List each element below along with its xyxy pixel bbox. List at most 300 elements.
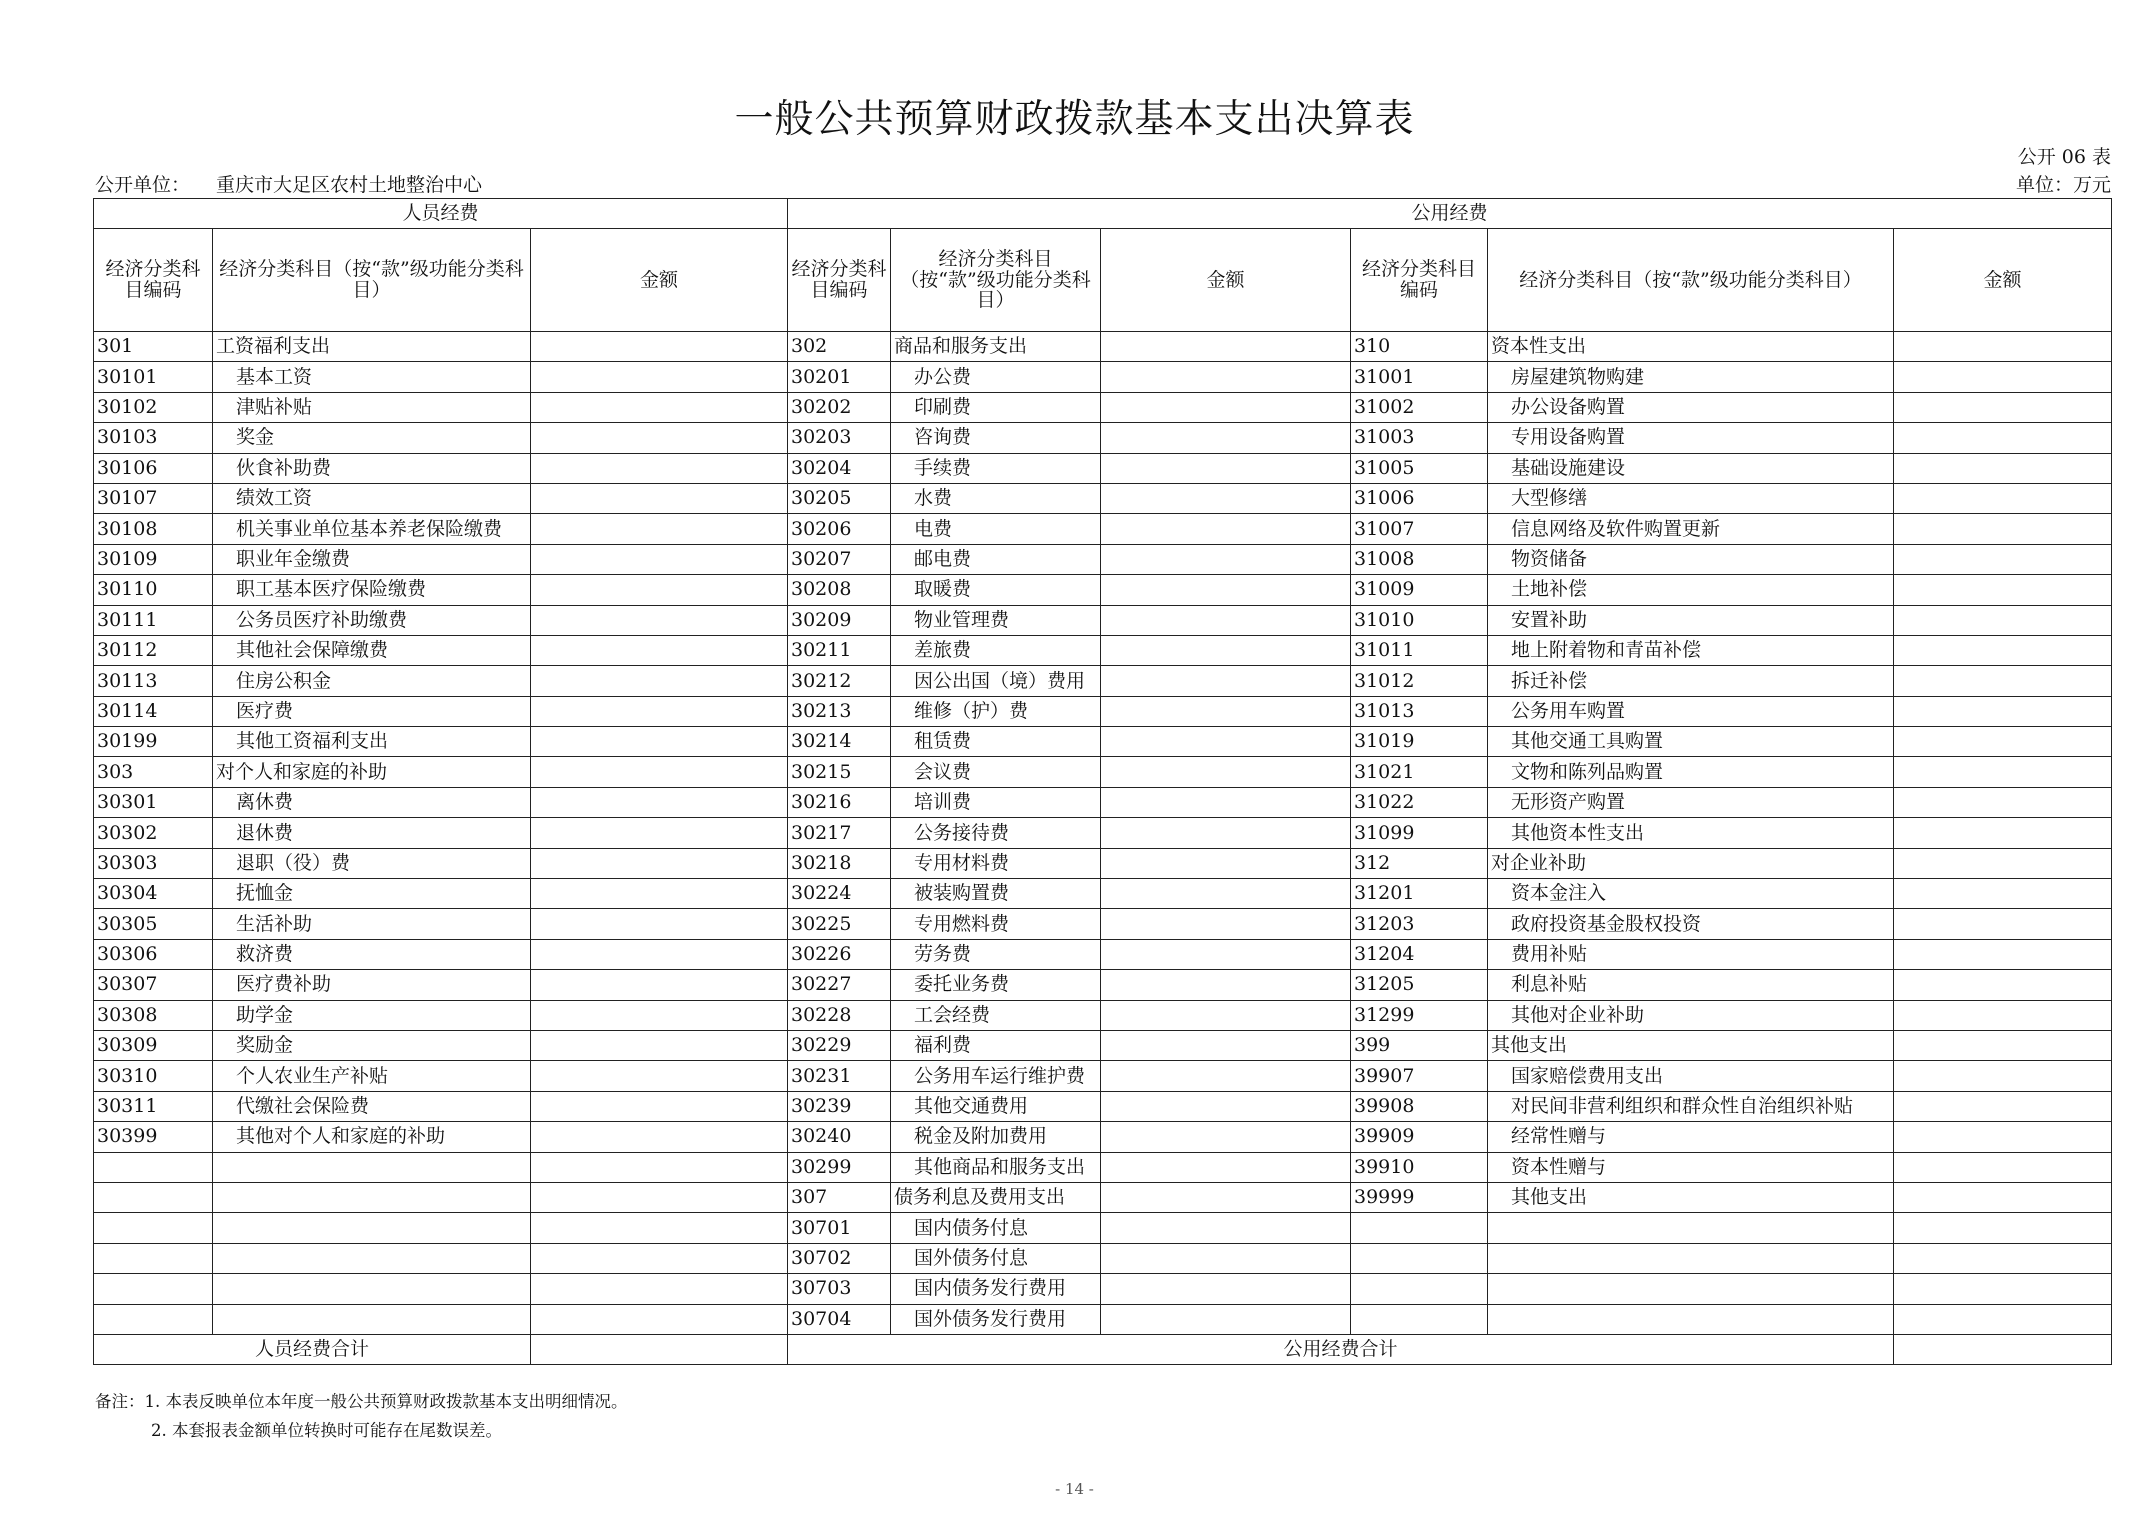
table-row <box>94 575 2112 605</box>
expenditure-table <box>93 198 2112 1365</box>
item-code: 30215 <box>788 757 891 787</box>
item-code: 31099 <box>1351 818 1488 848</box>
item-code: 30399 <box>94 1122 213 1152</box>
item-name-text: 土地补偿 <box>1511 578 1588 601</box>
item-name-text: 个人农业生产补贴 <box>236 1064 389 1087</box>
item-amount <box>1101 1243 1351 1273</box>
item-name-text: 基本工资 <box>236 365 313 388</box>
table-number: 公开 06 表 <box>2017 146 2111 168</box>
item-name-text: 津贴补贴 <box>236 396 313 419</box>
item-name-text: 无形资产购置 <box>1511 791 1626 814</box>
item-name <box>213 1213 531 1243</box>
item-code: 30201 <box>788 362 891 392</box>
item-name-text: 商品和服务支出 <box>894 335 1028 358</box>
item-code: 30111 <box>94 605 213 635</box>
item-amount <box>1101 727 1351 757</box>
item-name <box>891 1000 1101 1030</box>
item-name-text: 劳务费 <box>914 943 972 966</box>
item-amount <box>1894 757 2112 787</box>
item-name <box>1488 1274 1894 1304</box>
item-name <box>1488 757 1894 787</box>
item-name-text: 医疗费补助 <box>236 973 332 996</box>
item-amount <box>1101 1304 1351 1334</box>
item-name-text: 工资福利支出 <box>216 335 331 358</box>
item-code: 30225 <box>788 909 891 939</box>
item-amount <box>1894 1091 2112 1121</box>
item-name-text: 其他资本性支出 <box>1511 821 1645 844</box>
item-amount <box>531 696 788 726</box>
item-name-text: 绩效工资 <box>236 487 313 510</box>
item-amount <box>531 1000 788 1030</box>
item-amount <box>1101 423 1351 453</box>
item-name-text: 救济费 <box>236 943 294 966</box>
item-amount <box>531 1182 788 1212</box>
item-name-text: 退休费 <box>236 821 294 844</box>
table-row <box>94 1030 2112 1060</box>
item-code: 39999 <box>1351 1182 1488 1212</box>
item-amount <box>1894 1213 2112 1243</box>
item-name <box>213 1243 531 1273</box>
item-code: 31002 <box>1351 392 1488 422</box>
item-amount <box>531 332 788 362</box>
item-amount <box>1101 696 1351 726</box>
item-amount <box>1894 453 2112 483</box>
item-name <box>1488 848 1894 878</box>
item-amount <box>1101 1061 1351 1091</box>
item-name <box>891 605 1101 635</box>
table-row <box>94 332 2112 362</box>
item-code: 30208 <box>788 575 891 605</box>
item-name-text: 咨询费 <box>914 426 972 449</box>
item-code: 30108 <box>94 514 213 544</box>
item-code: 31010 <box>1351 605 1488 635</box>
item-amount <box>531 1274 788 1304</box>
item-code: 30226 <box>788 939 891 969</box>
item-name-text: 对民间非营利组织和群众性自治组织补贴 <box>1511 1095 1854 1118</box>
item-name-text: 其他支出 <box>1511 1186 1588 1209</box>
item-code: 31005 <box>1351 453 1488 483</box>
item-name <box>891 1213 1101 1243</box>
item-amount <box>1894 1152 2112 1182</box>
item-name-text: 邮电费 <box>914 547 972 570</box>
item-name-text: 退职（役）费 <box>236 851 351 874</box>
item-amount <box>1894 332 2112 362</box>
item-code: 312 <box>1351 848 1488 878</box>
item-name <box>1488 1182 1894 1212</box>
item-name-text: 文物和陈列品购置 <box>1511 760 1664 783</box>
item-code: 30205 <box>788 483 891 513</box>
item-amount <box>1894 1274 2112 1304</box>
group-personnel: 人员经费 <box>94 199 788 229</box>
item-name-text: 机关事业单位基本养老保险缴费 <box>236 517 503 540</box>
item-name <box>1488 666 1894 696</box>
item-code: 30701 <box>788 1213 891 1243</box>
item-code: 302 <box>788 332 891 362</box>
item-name-text: 伙食补助费 <box>236 456 332 479</box>
item-name <box>1488 635 1894 665</box>
item-name-text: 工会经费 <box>914 1003 991 1026</box>
table-row <box>94 1061 2112 1091</box>
item-amount <box>531 544 788 574</box>
item-amount <box>531 1213 788 1243</box>
item-code: 30218 <box>788 848 891 878</box>
item-name-text: 资本金注入 <box>1511 882 1607 905</box>
item-name-text: 对企业补助 <box>1491 851 1587 874</box>
reporting-unit <box>95 170 482 197</box>
item-code: 399 <box>1351 1030 1488 1060</box>
item-amount <box>531 1243 788 1273</box>
item-amount <box>1101 453 1351 483</box>
item-name-text: 印刷费 <box>914 396 972 419</box>
item-name-text: 费用补贴 <box>1511 943 1588 966</box>
item-name-text: 住房公积金 <box>236 669 332 692</box>
table-row <box>94 696 2112 726</box>
item-code: 30307 <box>94 970 213 1000</box>
item-amount <box>1894 970 2112 1000</box>
item-name-text: 国内债务发行费用 <box>914 1277 1067 1300</box>
item-name <box>891 727 1101 757</box>
item-name-text: 资本性支出 <box>1491 335 1587 358</box>
item-amount <box>1101 362 1351 392</box>
table-row <box>94 635 2112 665</box>
item-amount <box>1894 514 2112 544</box>
item-amount <box>531 423 788 453</box>
item-amount <box>531 575 788 605</box>
item-code: 30209 <box>788 605 891 635</box>
item-amount <box>1101 605 1351 635</box>
item-amount <box>1101 544 1351 574</box>
item-amount <box>1894 818 2112 848</box>
item-name <box>1488 332 1894 362</box>
item-name <box>891 453 1101 483</box>
totals-row <box>94 1334 2112 1364</box>
item-code: 30112 <box>94 635 213 665</box>
item-name-text: 安置补助 <box>1511 608 1588 631</box>
item-amount <box>531 1030 788 1060</box>
item-name <box>891 635 1101 665</box>
item-amount <box>1101 1213 1351 1243</box>
table-row <box>94 787 2112 817</box>
item-name-text: 职业年金缴费 <box>236 547 351 570</box>
item-amount <box>1894 787 2112 817</box>
item-code: 30224 <box>788 879 891 909</box>
item-name <box>891 1030 1101 1060</box>
item-code: 307 <box>788 1182 891 1212</box>
item-name-text: 其他对个人和家庭的补助 <box>236 1125 446 1148</box>
item-name <box>1488 1152 1894 1182</box>
item-code: 30109 <box>94 544 213 574</box>
item-name-text: 利息补贴 <box>1511 973 1588 996</box>
item-amount <box>1101 635 1351 665</box>
item-amount <box>1101 666 1351 696</box>
item-amount <box>1894 1122 2112 1152</box>
header-name-capital: 经济分类科目（按“款”级功能分类科目） <box>1488 229 1894 332</box>
item-amount <box>1101 514 1351 544</box>
item-name-text: 其他支出 <box>1491 1034 1568 1057</box>
item-name <box>1488 483 1894 513</box>
page-title: 一般公共预算财政拨款基本支出决算表 <box>734 97 1415 142</box>
item-amount <box>531 1304 788 1334</box>
footnote-1: 备注：1. 本表反映单位本年度一般公共预算财政拨款基本支出明细情况。 <box>95 1392 628 1411</box>
item-name <box>213 453 531 483</box>
item-code: 30101 <box>94 362 213 392</box>
table-row <box>94 1122 2112 1152</box>
header-amount-goods: 金额 <box>1101 229 1351 332</box>
item-code: 30227 <box>788 970 891 1000</box>
item-name <box>1488 1061 1894 1091</box>
item-code: 30302 <box>94 818 213 848</box>
item-name <box>891 423 1101 453</box>
item-name-text: 培训费 <box>914 791 972 814</box>
item-name <box>213 666 531 696</box>
item-amount <box>1894 544 2112 574</box>
item-name <box>1488 362 1894 392</box>
item-code: 30704 <box>788 1304 891 1334</box>
item-amount <box>1894 909 2112 939</box>
table-row <box>94 514 2112 544</box>
item-name <box>891 787 1101 817</box>
item-name-text: 抚恤金 <box>236 882 294 905</box>
item-name <box>213 1152 531 1182</box>
personnel-total-amount <box>531 1334 788 1364</box>
item-name-text: 其他交通费用 <box>914 1095 1029 1118</box>
item-name <box>891 1304 1101 1334</box>
item-name <box>213 332 531 362</box>
item-name-text: 会议费 <box>914 760 972 783</box>
item-name-text: 资本性赠与 <box>1511 1155 1607 1178</box>
item-amount <box>1894 635 2112 665</box>
item-code: 30703 <box>788 1274 891 1304</box>
table-row <box>94 392 2112 422</box>
item-code: 31299 <box>1351 1000 1488 1030</box>
item-name <box>213 818 531 848</box>
item-name-text: 拆迁补偿 <box>1511 669 1588 692</box>
table-row <box>94 1243 2112 1273</box>
item-name <box>213 514 531 544</box>
item-amount <box>1101 939 1351 969</box>
item-code: 30213 <box>788 696 891 726</box>
item-code: 31201 <box>1351 879 1488 909</box>
item-name-text: 生活补助 <box>236 912 313 935</box>
group-header-row <box>94 199 2112 229</box>
item-name-text: 政府投资基金股权投资 <box>1511 912 1702 935</box>
item-code: 31006 <box>1351 483 1488 513</box>
item-name <box>1488 1030 1894 1060</box>
item-name <box>213 544 531 574</box>
item-amount <box>531 514 788 544</box>
item-name-text: 债务利息及费用支出 <box>894 1186 1066 1209</box>
item-code: 30306 <box>94 939 213 969</box>
item-code <box>1351 1243 1488 1273</box>
item-code: 39909 <box>1351 1122 1488 1152</box>
item-amount <box>1894 423 2112 453</box>
item-code: 31001 <box>1351 362 1488 392</box>
item-name-text: 委托业务费 <box>914 973 1010 996</box>
item-amount <box>1894 575 2112 605</box>
item-code <box>94 1304 213 1334</box>
item-code: 30207 <box>788 544 891 574</box>
item-name-text: 国外债务付息 <box>914 1246 1029 1269</box>
item-amount <box>1894 1000 2112 1030</box>
page-number: - 14 - <box>1055 1480 1094 1498</box>
item-name <box>213 696 531 726</box>
item-amount <box>1894 939 2112 969</box>
item-code: 30301 <box>94 787 213 817</box>
item-code: 30216 <box>788 787 891 817</box>
table-row <box>94 1000 2112 1030</box>
item-code <box>94 1243 213 1273</box>
item-code: 30211 <box>788 635 891 665</box>
item-amount <box>1894 1304 2112 1334</box>
item-amount <box>531 939 788 969</box>
header-amount-capital: 金额 <box>1894 229 2112 332</box>
item-code: 30305 <box>94 909 213 939</box>
table-row <box>94 1182 2112 1212</box>
table-row <box>94 970 2112 1000</box>
table-row <box>94 727 2112 757</box>
item-name <box>213 848 531 878</box>
item-name <box>1488 392 1894 422</box>
item-amount <box>531 1152 788 1182</box>
item-name-text: 基础设施建设 <box>1511 456 1626 479</box>
item-name-text: 国家赔偿费用支出 <box>1511 1064 1664 1087</box>
item-amount <box>1101 332 1351 362</box>
column-header-row <box>94 229 2112 332</box>
item-amount <box>1101 1182 1351 1212</box>
item-name <box>891 879 1101 909</box>
item-name <box>213 1304 531 1334</box>
item-code: 30240 <box>788 1122 891 1152</box>
public-total-label: 公用经费合计 <box>788 1334 1894 1364</box>
item-name <box>1488 787 1894 817</box>
item-code: 30203 <box>788 423 891 453</box>
item-name <box>1488 514 1894 544</box>
item-name <box>213 879 531 909</box>
item-amount <box>1101 1091 1351 1121</box>
table-row <box>94 1304 2112 1334</box>
item-amount <box>1101 970 1351 1000</box>
table-row <box>94 1213 2112 1243</box>
item-code: 31009 <box>1351 575 1488 605</box>
item-name <box>213 1091 531 1121</box>
item-amount <box>1101 1000 1351 1030</box>
item-name <box>213 1030 531 1060</box>
item-amount <box>1894 1030 2112 1060</box>
item-name-text: 公务接待费 <box>914 821 1010 844</box>
item-code <box>1351 1274 1488 1304</box>
item-name <box>1488 1213 1894 1243</box>
item-name <box>1488 544 1894 574</box>
item-name-text: 水费 <box>914 487 953 510</box>
item-code: 30204 <box>788 453 891 483</box>
item-name <box>1488 970 1894 1000</box>
item-name <box>1488 605 1894 635</box>
item-name <box>891 332 1101 362</box>
item-name-text: 其他工资福利支出 <box>236 730 389 753</box>
table-row <box>94 453 2112 483</box>
item-code: 31012 <box>1351 666 1488 696</box>
item-amount <box>531 483 788 513</box>
footnote-2: 2. 本套报表金额单位转换时可能存在尾数误差。 <box>151 1421 502 1440</box>
item-name-text: 专用设备购置 <box>1511 426 1626 449</box>
item-name <box>891 848 1101 878</box>
item-code: 30311 <box>94 1091 213 1121</box>
item-name <box>213 757 531 787</box>
item-name-text: 地上附着物和青苗补偿 <box>1511 639 1702 662</box>
item-code: 30310 <box>94 1061 213 1091</box>
item-amount <box>531 787 788 817</box>
item-code: 30114 <box>94 696 213 726</box>
item-name <box>891 1122 1101 1152</box>
item-name <box>1488 423 1894 453</box>
header-code-goods: 经济分类科目编码 <box>788 229 891 332</box>
table-row <box>94 818 2112 848</box>
item-code: 30308 <box>94 1000 213 1030</box>
item-name-text: 物资储备 <box>1511 547 1588 570</box>
item-amount <box>1101 1122 1351 1152</box>
item-name <box>891 696 1101 726</box>
item-name-text: 离休费 <box>236 791 294 814</box>
header-amount-personnel: 金额 <box>531 229 788 332</box>
item-name-text: 房屋建筑物购建 <box>1511 365 1645 388</box>
reporting-unit-name: 重庆市大足区农村土地整治中心 <box>216 174 483 196</box>
item-name <box>213 1274 531 1304</box>
item-amount <box>1101 848 1351 878</box>
item-name-text: 其他商品和服务支出 <box>914 1155 1086 1178</box>
item-name <box>891 818 1101 848</box>
footnotes <box>95 1387 628 1445</box>
item-code: 30107 <box>94 483 213 513</box>
item-code: 31013 <box>1351 696 1488 726</box>
public-total-amount <box>1894 1334 2112 1364</box>
item-name <box>891 1274 1101 1304</box>
item-code: 30228 <box>788 1000 891 1030</box>
item-name-text: 税金及附加费用 <box>914 1125 1048 1148</box>
item-name-text: 其他对企业补助 <box>1511 1003 1645 1026</box>
item-name-text: 公务员医疗补助缴费 <box>236 608 408 631</box>
item-code: 30102 <box>94 392 213 422</box>
item-amount <box>531 392 788 422</box>
item-code: 30206 <box>788 514 891 544</box>
item-name <box>891 1182 1101 1212</box>
item-amount <box>1101 787 1351 817</box>
item-amount <box>1894 483 2112 513</box>
item-code: 31003 <box>1351 423 1488 453</box>
item-code <box>94 1182 213 1212</box>
item-name-text: 租赁费 <box>914 730 972 753</box>
item-amount <box>1101 879 1351 909</box>
table-row <box>94 757 2112 787</box>
header-code-capital: 经济分类科目编码 <box>1351 229 1488 332</box>
item-code: 30199 <box>94 727 213 757</box>
item-code: 30309 <box>94 1030 213 1060</box>
item-amount <box>1101 1030 1351 1060</box>
item-name-text: 医疗费 <box>236 699 294 722</box>
item-name-text: 被装购置费 <box>914 882 1010 905</box>
item-code: 31007 <box>1351 514 1488 544</box>
item-name <box>213 423 531 453</box>
item-name <box>891 909 1101 939</box>
item-name <box>891 1061 1101 1091</box>
item-name <box>891 666 1101 696</box>
item-name-text: 大型修缮 <box>1511 487 1588 510</box>
item-amount <box>531 757 788 787</box>
item-code: 31019 <box>1351 727 1488 757</box>
item-name <box>891 575 1101 605</box>
item-amount <box>1101 1274 1351 1304</box>
item-amount <box>1101 757 1351 787</box>
item-name <box>213 635 531 665</box>
